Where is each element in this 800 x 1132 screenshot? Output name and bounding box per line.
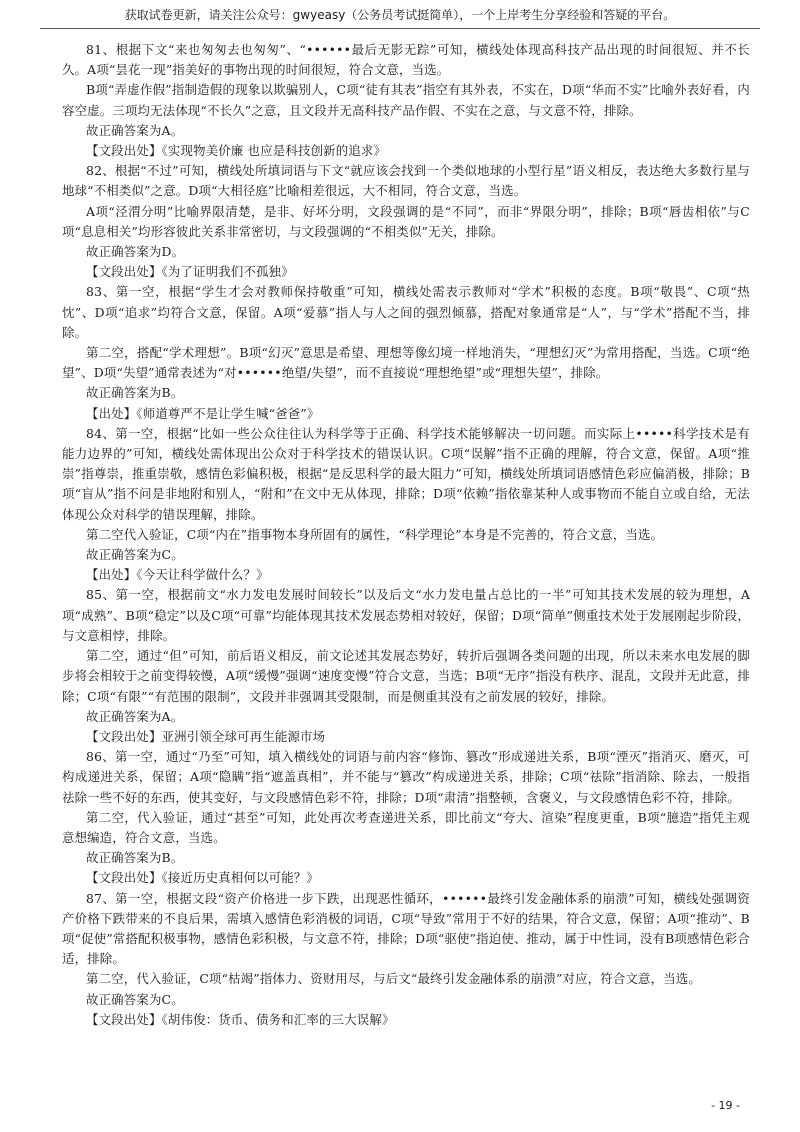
page-number: - 19 - (711, 1099, 740, 1112)
paragraph-81-answer: 故正确答案为A。 (86, 122, 184, 138)
paragraph-85-blank-1: 85、第一空，根据前文“水力发电发展时间较长”以及后文“水力发电量占总比的一半”可知其技术发展的较为理想，A项“成熟”、B项“稳定”以及C项“可靠”均能体现其技术发展态势相对较好，保留；D项“简单”侧重技术处于发展刚起步阶段，与文意相悖，排除。 (62, 587, 750, 643)
paragraph-85-source: 【文段出处】亚洲引领全球可再生能源市场 (86, 728, 326, 744)
paragraph-84-source: 【出处】《今天让科学做什么？》 (86, 567, 269, 583)
paragraph-83-blank-1: 83、第一空，根据“学生才会对教师保持敬重”可知，横线处需表示教师对“学术”积极的态度。B项“敬畏”、C项“热忱”、D项“追求”均符合文意，保留。A项“爱慕”指人与人之间的强烈倾慕，搭配对象通常是“人”，与“学术”搭配不当，排除。 (62, 284, 750, 340)
paragraph-82-source: 【文段出处】《为了证明我们不孤独》 (86, 264, 294, 280)
paragraph-84-blank-1: 84、第一空，根据“比如一些公众往往认为科学等于正确、科学技术能够解决一切问题。而实际上•••••科学技术是有能力边界的”可知，横线处需体现出公众对于科学技术的错误认识。C项“误解”指不正确的理解，符合文意，保留。A项“推崇”指尊崇，推重崇敬，感情色彩偏积极，根据“是反思科学的最大阻力”可知，横线处所填词语感情色彩应偏消极，排除；B项“盲从”指不问是非地附和别人，“附和”在文中无从体现，排除；D项“依赖”指依靠某种人或事物而不能自立或自给，无法体现公众对科学的错误理解，排除。 (62, 425, 750, 522)
paragraph-83-blank-2: 第二空，搭配“学术理想”。B项“幻灭”意思是希望、理想等像幻境一样地消失，“理想幻灭”为常用搭配，当选。C项“绝望”、D项“失望”通常表述为“对••••••绝望/失望”，而不直接说“理想绝望”或“理想失望”，排除。 (62, 345, 750, 381)
paragraph-82-elimination: A项“泾渭分明”比喻界限清楚，是非、好坏分明，文段强调的是“不同”，而非“界限分明”，排除；B项“唇齿相依”与C项“息息相关”均形容彼此关系非常密切，与文段强调的“不相类似”无关，排除。 (62, 203, 750, 239)
paragraph-83-answer: 故正确答案为B。 (86, 385, 184, 401)
paragraph-86-source: 【文段出处】《接近历史真相何以可能？》 (86, 870, 320, 886)
paragraph-81-explanation: 81、根据下文“来也匆匆去也匆匆”、“••••••最后无影无踪”可知，横线处体现高科技产品出现的时间很短、并不长久。A项“昙花一现”指美好的事物出现的时间很短，符合文意，当选。 (62, 42, 750, 78)
paragraph-85-answer: 故正确答案为A。 (86, 708, 184, 724)
paragraph-84-answer: 故正确答案为C。 (86, 547, 184, 563)
paragraph-84-blank-2: 第二空代入验证，C项“内在”指事物本身所固有的属性，“科学理论”本身是不完善的，符合文意，当选。 (86, 526, 664, 542)
page-header: 获取试卷更新，请关注公众号：gwyeasy（公务员考试挺简单），一个上岸考生分享经验和答疑的平台。 (40, 0, 760, 29)
paragraph-82-answer: 故正确答案为D。 (86, 244, 185, 260)
paragraph-81-elimination: B项“弄虚作假”指制造假的现象以欺骗别人，C项“徒有其表”指空有其外表，不实在，D项“华而不实”比喻外表好看，内容空虚。三项均无法体现“不长久”之意，且文段并无高科技产品作假、不实在之意，与文意不符，排除。 (62, 82, 750, 118)
paragraph-87-answer: 故正确答案为C。 (86, 991, 184, 1007)
paragraph-87-blank-1: 87、第一空，根据文段“资产价格进一步下跌，出现恶性循环，••••••最终引发金融体系的崩溃”可知，横线处强调资产价格下跌带来的不良后果，需填入感情色彩消极的词语，C项“导致”常用于不好的结果，符合文意，保留；A项“推动”、B项“促使”常搭配积极事物，感情色彩积极，与文意不符，排除；D项“驱使”指迫使、推动，属于中性词，没有B项感情色彩合适，排除。 (62, 890, 750, 967)
paragraph-81-source: 【文段出处】《实现物美价廉 也应是科技创新的追求》 (86, 143, 387, 159)
paragraph-85-blank-2: 第二空，通过“但”可知，前后语义相反，前文论述其发展态势好，转折后强调各类问题的出现，所以未来水电发展的脚步将会相较于之前变得较慢，A项“缓慢”强调“速度变慢”符合文意，当选；B项“无序”指没有秩序、混乱，文段并无此意，排除；C项“有限”“有范围的限制”，文段并非强调其受限制，而是侧重其没有之前发展的较好，排除。 (62, 648, 750, 704)
paragraph-86-blank-1: 86、第一空，通过“乃至”可知，填入横线处的词语与前内容“修饰、篡改”形成递进关系，B项“湮灭”指消灭、磨灭，可构成递进关系，保留；A项“隐瞒”指“遮盖真相”，并不能与“篡改”构成递进关系，排除；C项“祛除”指消除、除去，一般指祛除一些不好的东西，使其变好，与文段感情色彩不符，排除；D项“肃清”指整顿，含褒义，与文段感情色彩不符，排除。 (62, 749, 750, 805)
paragraph-87-blank-2: 第二空，代入验证，C项“枯竭”指体力、资财用尽，与后文“最终引发金融体系的崩溃”对应，符合文意，当选。 (86, 971, 701, 987)
paragraph-87-source: 【文段出处】《胡伟俊：货币、债务和汇率的三大误解》 (86, 1011, 395, 1027)
paragraph-83-source: 【出处】《师道尊严不是让学生喊“爸爸”》 (86, 405, 320, 421)
answer-explanations (62, 40, 750, 1030)
paragraph-82-explanation: 82、根据“不过”可知，横线处所填词语与下文“就应该会找到一个类似地球的小型行星”语义相反，表达绝大多数行星与地球“不相类似”之意。D项“大相径庭”比喻相差很远，大不相同，符合文意，当选。 (62, 163, 750, 199)
paragraph-86-answer: 故正确答案为B。 (86, 850, 184, 866)
paragraph-86-blank-2: 第二空，代入验证，通过“甚至”可知，此处再次考查递进关系，即比前文“夸大、渲染”程度更重，B项“臆造”指凭主观意想编造，符合文意，当选。 (62, 809, 750, 845)
